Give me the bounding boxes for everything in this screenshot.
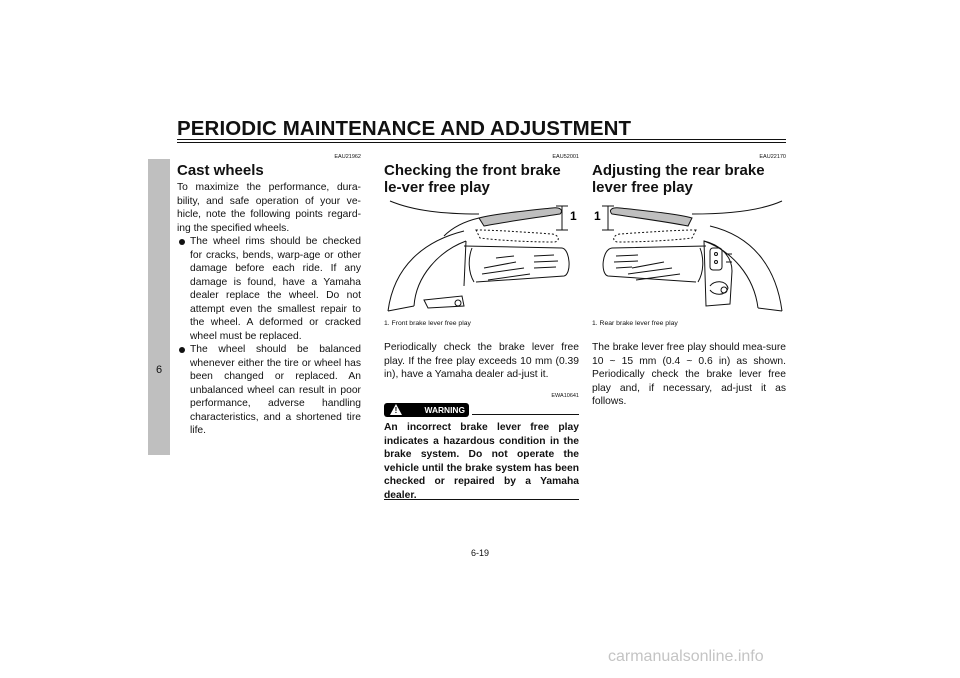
heading-cast-wheels: Cast wheels: [177, 162, 264, 179]
warning-code: EWA10641: [551, 393, 579, 399]
list-item: [177, 235, 361, 343]
section-code-front-brake: EAU52001: [552, 154, 579, 160]
page-title: PERIODIC MAINTENANCE AND ADJUSTMENT: [177, 117, 632, 140]
warning-rule-top: [472, 414, 579, 415]
chapter-tab-number: 6: [155, 364, 163, 376]
bullet-text: The wheel should be balanced whenever either the tire or wheel has been changed or replaced. An unbalanced wheel can result in poor performance, adverse handling characteristics, and a shortened tire life.: [190, 344, 361, 436]
watermark: carmanualsonline.info: [608, 648, 764, 665]
rear-brake-body: The brake lever free play should mea-sure 10 ~ 15 mm (0.4 ~ 0.6 in) as shown. Periodically check the brake lever free play and, if necessary, ad-just it as follows.: [592, 342, 786, 407]
figure-caption-rear: 1. Rear brake lever free play: [592, 320, 678, 327]
front-brake-body: Periodically check the brake lever free play. If the free play exceeds 10 mm (0.39 in), have a Yamaha dealer ad-just it.: [384, 342, 579, 380]
heading-front-brake: Checking the front brake le-ver free play: [384, 162, 561, 196]
cast-wheels-intro: To maximize the performance, dura-bility, and safe operation of your ve-hicle, note the following points regard-ing the specified wheels.: [177, 182, 361, 234]
bullet-dot: [179, 347, 185, 353]
heading-rear-brake: Adjusting the rear brake lever free play: [592, 162, 765, 196]
warning-badge: WARNING: [384, 403, 469, 417]
title-rule-thin: [177, 142, 786, 143]
cast-wheels-bullets: [177, 235, 361, 438]
figure-callout-number: 1: [594, 209, 601, 223]
bullet-dot: [179, 239, 185, 245]
front-brake-lever-figure: [384, 196, 579, 316]
title-rule: [177, 139, 786, 140]
figure-caption-front: 1. Front brake lever free play: [384, 320, 471, 327]
page-number: 6-19: [470, 548, 489, 558]
section-code-rear-brake: EAU22170: [759, 154, 786, 160]
list-item: [177, 343, 361, 438]
chapter-tab: [148, 159, 170, 455]
warning-rule-bottom: [384, 499, 579, 500]
rear-brake-lever-figure: [592, 196, 786, 316]
exclamation-icon: !: [394, 406, 398, 415]
section-code-cast-wheels: EAU21962: [334, 154, 361, 160]
bullet-text: The wheel rims should be checked for cracks, bends, warp-age or other damage before each ride. If any damage is found, have a Yamaha dealer replace the wheel. Do not attempt even the smallest repair to the wheel. A deformed or cracked wheel must be replaced.: [190, 236, 361, 342]
warning-text: An incorrect brake lever free play indicates a hazardous condition in the brake system. Do not operate the vehicle until the brake system has been checked or repaired by a Yamaha dealer.: [384, 422, 579, 501]
figure-callout-number: 1: [570, 209, 577, 223]
